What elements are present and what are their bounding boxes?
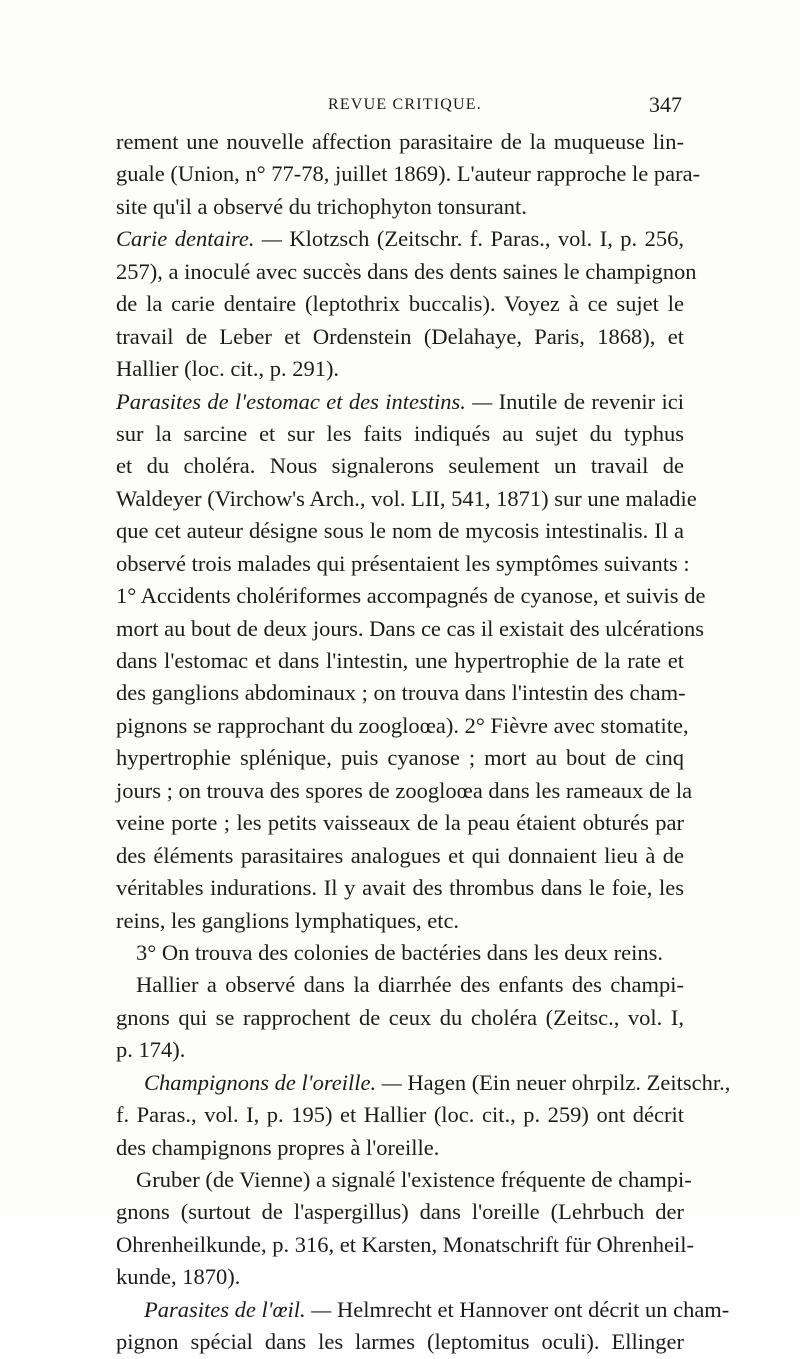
- text-line: [116, 1067, 731, 1099]
- line-text: Waldeyer (Virchow's Arch., vol. LII, 541, 1871) sur une maladie: [116, 485, 697, 511]
- line-text: observé trois malades qui présentaient les symptômes suivants :: [116, 550, 690, 576]
- text-line: [116, 1164, 692, 1196]
- section-heading: Parasites de l'œil. —: [144, 1296, 332, 1322]
- line-text: et du choléra. Nous signalerons seulement un travail de: [116, 453, 684, 479]
- text-line: [116, 969, 684, 1001]
- text-line: [116, 1294, 730, 1326]
- line-text: de la carie dentaire (leptothrix buccalis). Voyez à ce sujet le: [116, 291, 684, 317]
- line-text: Klotzsch (Zeitschr. f. Paras., vol. I, p. 256,: [281, 226, 685, 252]
- text-line: [116, 386, 684, 418]
- text-line: [116, 256, 697, 288]
- line-text: f. Paras., vol. I, p. 195) et Hallier (loc. cit., p. 259) ont décrit: [116, 1102, 684, 1128]
- line-text: dans l'estomac et dans l'intestin, une hypertrophie de la rate et: [116, 648, 684, 673]
- line-text: guale (Union, n° 77-78, juillet 1869). L'auteur rapproche le para-: [116, 161, 701, 187]
- text-line: [116, 677, 684, 709]
- page-header: [118, 94, 682, 124]
- line-text: mort au bout de deux jours. Dans ce cas il existait des ulcérations: [116, 615, 704, 641]
- line-text: Gruber (de Vienne) a signalé l'existence fréquente de champi-: [136, 1167, 692, 1192]
- line-text: gnons (surtout de l'aspergillus) dans l'oreille (Lehrbuch der: [116, 1199, 684, 1225]
- section-heading: Parasites de l'estomac et des intestins. —: [116, 388, 493, 414]
- text-line: [116, 288, 684, 320]
- line-text: kunde, 1870).: [116, 1264, 241, 1290]
- line-text: 1° Accidents cholériformes accompagnés de cyanose, et suivis de: [116, 583, 706, 609]
- text-line: [116, 1002, 684, 1034]
- line-text: sur la sarcine et sur les faits indiqués au sujet du typhus: [116, 420, 684, 446]
- line-text: rement une nouvelle affection parasitaire de la muqueuse lin-: [116, 129, 684, 154]
- text-line: [116, 515, 684, 547]
- text-line: [116, 483, 697, 515]
- text-line: [116, 807, 684, 839]
- text-line: [116, 710, 689, 742]
- line-text: hypertrophie splénique, puis cyanose ; mort au bout de cinq: [116, 745, 684, 771]
- line-text: des éléments parasitaires analogues et qui donnaient lieu à de: [116, 842, 684, 868]
- text-line: [116, 840, 684, 872]
- line-text: site qu'il a observé du trichophyton tonsurant.: [116, 193, 527, 219]
- line-text: gnons qui se rapprochent de ceux du choléra (Zeitsc., vol. I,: [116, 1004, 684, 1030]
- text-line: [116, 1099, 684, 1131]
- text-line: [116, 1034, 684, 1066]
- line-text: pignon spécial dans les larmes (leptomitus oculi). Ellinger: [116, 1329, 684, 1355]
- line-text: jours ; on trouva des spores de zoogloœa dans les rameaux de la: [116, 777, 693, 803]
- text-line: [116, 353, 684, 385]
- text-line: [116, 580, 706, 612]
- text-line: [116, 450, 684, 482]
- line-text: véritables indurations. Il y avait des thrombus dans le foie, les: [116, 875, 684, 901]
- text-line: [116, 126, 684, 158]
- text-line: [116, 645, 684, 677]
- line-text: 3° On trouva des colonies de bactéries dans les deux reins.: [136, 939, 663, 965]
- text-line: [116, 1261, 684, 1293]
- text-line: [116, 1132, 684, 1164]
- text-line: [116, 158, 701, 190]
- line-text: des champignons propres à l'oreille.: [116, 1134, 440, 1160]
- text-line: [116, 191, 684, 223]
- line-text: Hallier (loc. cit., p. 291).: [116, 356, 340, 382]
- section-heading: Carie dentaire. —: [116, 226, 282, 252]
- line-text: pignons se rapprochant du zoogloœa). 2° Fièvre avec stomatite,: [116, 712, 689, 738]
- line-text: p. 174).: [116, 1037, 186, 1063]
- section-heading: Champignons de l'oreille. —: [144, 1069, 402, 1095]
- text-line: [116, 775, 693, 807]
- text-line: [116, 905, 684, 937]
- page-number: 347: [649, 92, 682, 117]
- text-line: [116, 223, 684, 255]
- line-text: travail de Leber et Ordenstein (Delahaye, Paris, 1868), et: [116, 323, 684, 349]
- line-text: 257), a inoculé avec succès dans des dents saines le champignon: [116, 258, 697, 284]
- text-line: [116, 872, 684, 904]
- line-text: reins, les ganglions lymphatiques, etc.: [116, 907, 460, 933]
- text-line: [116, 321, 684, 353]
- body-text: [116, 126, 731, 1359]
- line-text: des ganglions abdominaux ; on trouva dans l'intestin des cham-: [116, 680, 686, 706]
- text-line: [116, 1229, 694, 1261]
- line-text: Inutile de revenir ici: [492, 388, 684, 414]
- text-line: [116, 937, 684, 969]
- text-line: [116, 548, 690, 580]
- line-text: Hallier a observé dans la diarrhée des enfants des champi-: [136, 972, 684, 998]
- text-line: [116, 613, 704, 645]
- line-text: que cet auteur désigne sous le nom de mycosis intestinalis. Il a: [116, 518, 684, 544]
- text-line: [116, 742, 684, 774]
- line-text: veine porte ; les petits vaisseaux de la peau étaient obturés par: [116, 810, 684, 836]
- text-line: [116, 1196, 684, 1228]
- text-line: [116, 418, 684, 450]
- text-line: [116, 1326, 684, 1358]
- line-text: Ohrenheilkunde, p. 316, et Karsten, Monatschrift für Ohrenheil-: [116, 1231, 694, 1257]
- line-text: Hagen (Ein neuer ohrpilz. Zeitschr.,: [401, 1069, 731, 1095]
- line-text: Helmrecht et Hannover ont décrit un cham-: [331, 1296, 730, 1322]
- running-head: REVUE CRITIQUE.: [328, 96, 482, 113]
